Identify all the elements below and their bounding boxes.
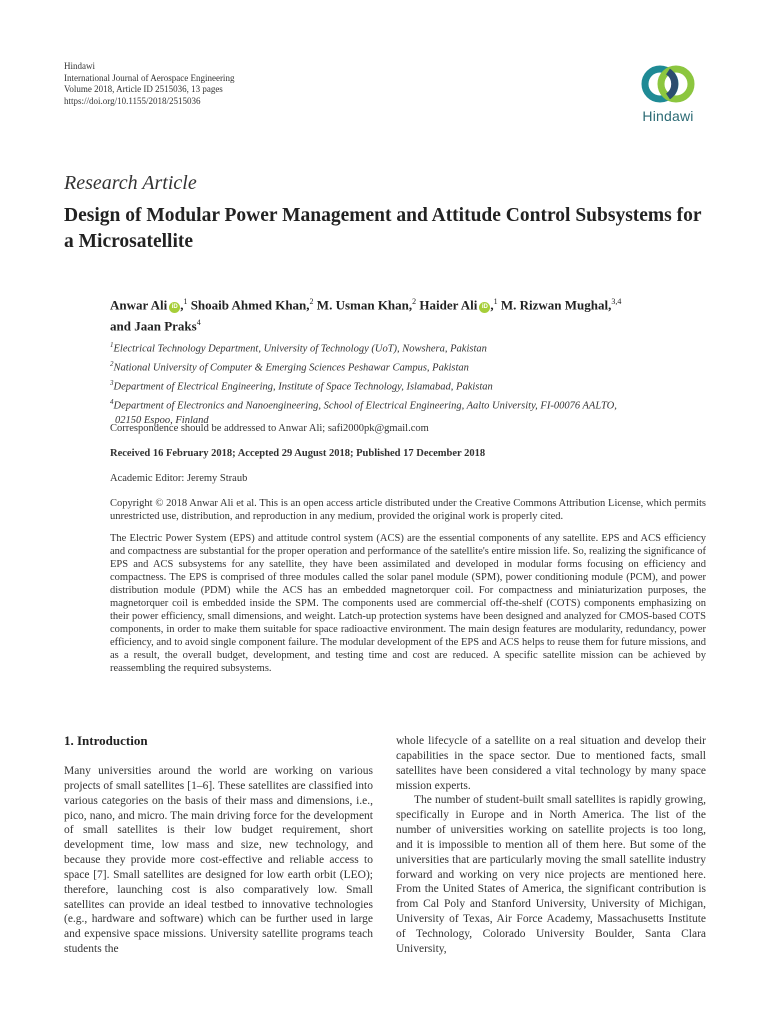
publication-dates: Received 16 February 2018; Accepted 29 August 2018; Published 17 December 2018: [110, 448, 486, 459]
author-name[interactable]: Anwar Ali: [110, 297, 168, 313]
doi-link[interactable]: https://doi.org/10.1155/2018/2515036: [64, 95, 201, 106]
logo-text: Hindawi: [642, 108, 694, 124]
article-type: Research Article: [64, 172, 197, 194]
abstract: The Electric Power System (EPS) and attitude control system (ACS) are the essential components of any satellite. EPS and ACS efficiency and compactness are substantial for the proper operation and performance of the satellite's entire mission life. So, realizing the significance of EPS and ACS subsystems for any satellite, they have been assimilated and developed in modular forms focusing on efficiency and compactness. The EPS is comprised of three modules called the solar panel module (SPM), power conditioning module (PCM), and power distribution module (PDM) while the ACS has an embedded magnetorquer coil. For compactness and miniaturization purposes, the magnetorquer coil is embedded inside the SPM. The components used are commercial off-the-shelf (COTS) components emphasizing on their power efficiency, small dimensions, and weight. Latch-up protection systems have been designed and analyzed for CMOS-based COTS components, in order to make them suitable for space radioactive environment. The main design features are modularity, redundancy, power efficiency, and to avoid single component failure. The modular development of the EPS and ACS helps to reuse them for future missions, and as a result, the overall budget, development, and testing time and cost are reduced. A specific satellite mission can be achieved by reassembling the required subsystems.: [110, 533, 706, 674]
body-right-column: [396, 734, 706, 957]
author-list: Anwar Ali iD ,$^1$ Shoaib Ahmed Khan,$^2$ M. Usman Khan,$^2$ Haider Ali iD ,$^1$ M. Rizwan Mughal,$^{3,4}$ and Jaan Praks$^4$: [110, 297, 622, 334]
paragraph: whole lifecycle of a satellite on a real situation and develop their capabilities in the space sector. Due to mentioned facts, small satellites have been considered a vital technology by many space mission experts.: [396, 735, 706, 792]
affiliation: $^2$National University of Computer & Emerging Sciences Peshawar Campus, Pakistan: [110, 360, 469, 374]
author-name[interactable]: Shoaib Ahmed Khan,: [190, 297, 310, 313]
orcid-icon[interactable]: iD: [169, 302, 180, 313]
journal-name: International Journal of Aerospace Engineering: [64, 72, 235, 83]
orcid-icon[interactable]: iD: [479, 302, 490, 313]
affiliations: [110, 338, 710, 429]
hindawi-rings-icon: [638, 62, 698, 106]
affiliation: $^3$Department of Electrical Engineering, Institute of Space Technology, Islamabad, Pakistan: [110, 379, 493, 393]
copyright-notice: Copyright © 2018 Anwar Ali et al. This is an open access article distributed under the Creative Commons Attribution License, which permits unrestricted use, distribution, and reproduction in any medium, provided the original work is properly cited.: [110, 498, 706, 522]
journal-header: [64, 61, 234, 107]
author-name[interactable]: M. Usman Khan,: [316, 297, 413, 313]
academic-editor: Academic Editor: Jeremy Straub: [110, 473, 248, 484]
hindawi-logo: [628, 62, 708, 124]
correspondence: Correspondence should be addressed to Anwar Ali; safi2000pk@gmail.com: [110, 423, 429, 434]
affiliation: $^1$Electrical Technology Department, University of Technology (UoT), Nowshera, Pakistan: [110, 341, 487, 355]
paragraph: The number of student-built small satellites is rapidly growing, specifically in Europe and in North America. The list of the number of universities working on satellite projects is too long, and it is impossible to mention all of them here. But some of the universities that are particularly moving the small satellite industry forward and working on very nice projects are mentioned here. From the United States of America, the significant contribution is from Cal Poly and Stanford University, University of Michigan, University of Texas, Air Force Academy, Massachusetts Institute of Technology, Colorado University Boulder, Santa Clara University,: [396, 794, 706, 955]
author-name[interactable]: and Jaan Praks: [110, 318, 197, 334]
volume-line: Volume 2018, Article ID 2515036, 13 pages: [64, 84, 223, 94]
author-name[interactable]: M. Rizwan Mughal,: [500, 297, 612, 313]
affiliation-continued: 02150 Espoo, Finland: [115, 415, 209, 426]
paper-title: Design of Modular Power Management and Attitude Control Subsystems for a Microsatellite: [64, 205, 702, 252]
paragraph: Many universities around the world are working on various projects of small satellites [1–6]. These satellites are classified into various categories on the basis of their mass and dimensions, i.e., pico, nano, and micro. The main driving force for the development of small satellites is their low budget requirement, short development time, low mass and size, new technology, and because they provide more cost-effective and reliable access to space [7]. Small satellites are designed for low earth orbit (LEO); therefore, launching cost is also comparatively low. Small satellites can provide an ideal testbed to innovative technologies (e.g., hardware and software) which can be further used in large and expensive space missions. University satellite programs teach students the: [64, 765, 373, 956]
affiliation: $^4$Department of Electronics and Nanoengineering, School of Electrical Engineering, Aalto University, FI-00076 AALTO,: [110, 398, 617, 412]
publisher-name: Hindawi: [64, 61, 95, 71]
author-name[interactable]: Haider Ali: [419, 297, 478, 313]
body-left-column: [64, 764, 373, 957]
section-heading-introduction: 1. Introduction: [64, 733, 148, 748]
